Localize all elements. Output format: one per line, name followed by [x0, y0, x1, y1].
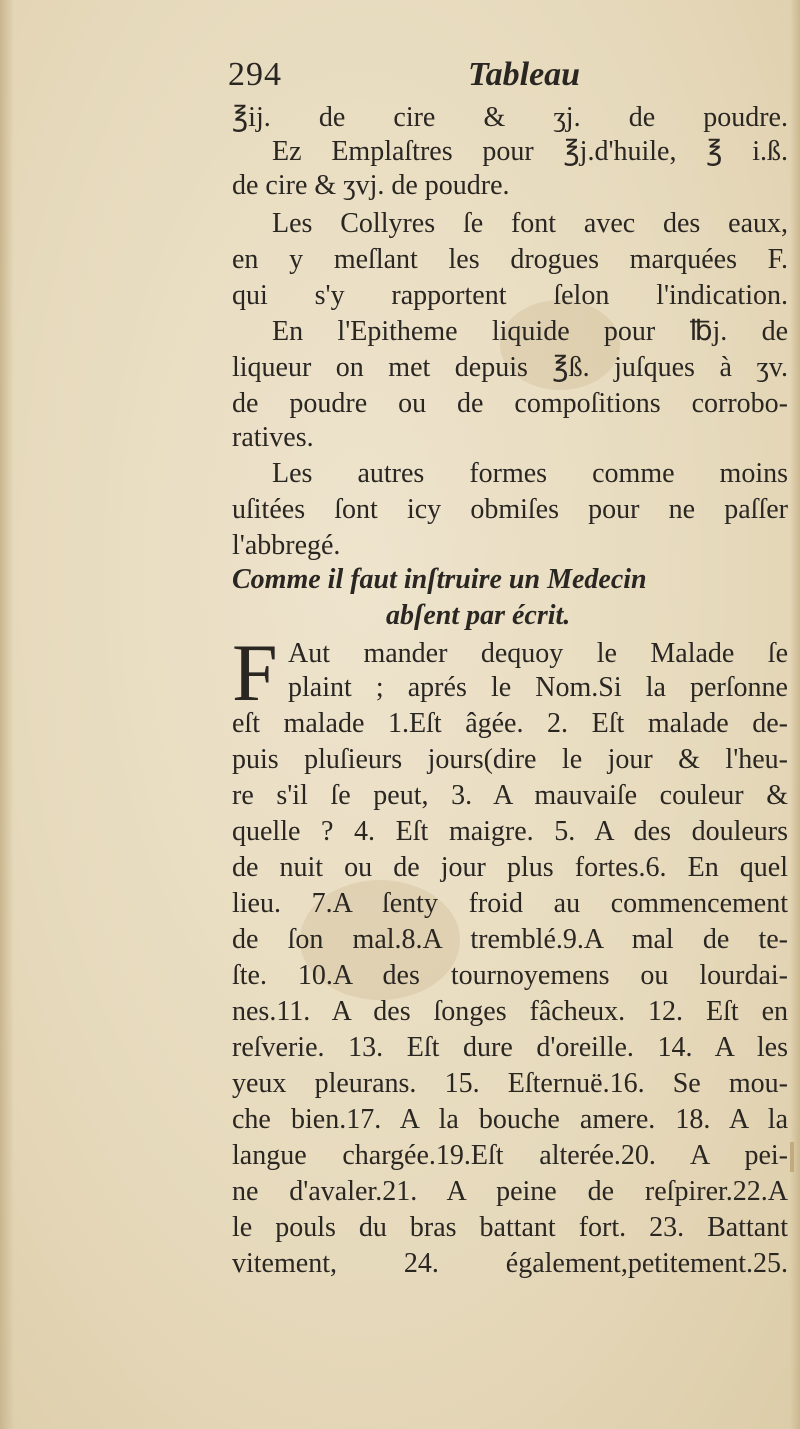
- text-line: reſverie. 13. Eſt dure d'oreille. 14. A les: [232, 1032, 788, 1063]
- text-line: de poudre ou de compoſitions corrobo-: [232, 388, 788, 419]
- text-line: ſte. 10.A des tournoyemens ou lourdai-: [232, 960, 788, 991]
- text-line: eſt malade 1.Eſt âgée. 2. Eſt malade de-: [232, 708, 788, 739]
- text-line: l'abbregé.: [232, 530, 341, 561]
- running-title: Tableau: [468, 56, 581, 93]
- page-number: 294: [228, 56, 282, 93]
- text-line: uſitées ſont icy obmiſes pour ne paſſer: [232, 494, 788, 525]
- page-edge-mark: [790, 1142, 794, 1172]
- text-line: ne d'avaler.21. A peine de reſpirer.22.A: [232, 1176, 788, 1207]
- section-heading-line-2: abſent par écrit.: [386, 600, 571, 631]
- text-line: che bien.17. A la bouche amere. 18. A la: [232, 1104, 788, 1135]
- text-line: yeux pleurans. 15. Eſternuë.16. Se mou-: [232, 1068, 788, 1099]
- text-line: plaint ; aprés le Nom.Si la perſonne: [288, 672, 788, 703]
- text-line: qui s'y rapportent ſelon l'indication.: [232, 280, 788, 311]
- text-line: Les Collyres ſe font avec des eaux,: [272, 208, 788, 239]
- text-line: ℥ij. de cire & ʒj. de poudre.: [232, 102, 788, 133]
- text-line: Les autres formes comme moins: [272, 458, 788, 489]
- text-line: de nuit ou de jour plus fortes.6. En quel: [232, 852, 788, 883]
- text-line: de ſon mal.8.A tremblé.9.A mal de te-: [232, 924, 788, 955]
- text-line: Aut mander dequoy le Malade ſe: [288, 638, 788, 669]
- text-line: en y meſlant les drogues marquées F.: [232, 244, 788, 275]
- text-line: Ez Emplaſtres pour ℥j.d'huile, ℥ i.ß.: [272, 136, 788, 167]
- text-line: En l'Epitheme liquide pour ℔j. de: [272, 316, 788, 347]
- text-line: liqueur on met depuis ℥ß. juſques à ʒv.: [232, 352, 788, 383]
- text-line: nes.11. A des ſonges fâcheux. 12. Eſt en: [232, 996, 788, 1027]
- text-line: puis pluſieurs jours(dire le jour & l'heu-: [232, 744, 788, 775]
- text-line: de cire & ʒvj. de poudre.: [232, 170, 510, 201]
- page-header: [228, 56, 788, 102]
- text-line: langue chargée.19.Eſt alterée.20. A pei-: [232, 1140, 788, 1171]
- text-line: ratives.: [232, 422, 314, 453]
- text-line: vitement, 24. également,petitement.25.: [232, 1248, 788, 1279]
- text-line: re s'il ſe peut, 3. A mauvaiſe couleur &: [232, 780, 788, 811]
- drop-cap: F: [232, 627, 278, 718]
- section-heading-line-1: Comme il faut inſtruire un Medecin: [232, 564, 647, 595]
- text-line: lieu. 7.A ſenty froid au commencement: [232, 888, 788, 919]
- page-gutter-shadow: [0, 0, 14, 1429]
- page-edge: [790, 0, 800, 1429]
- text-line: le pouls du bras battant fort. 23. Battant: [232, 1212, 788, 1243]
- text-line: quelle ? 4. Eſt maigre. 5. A des douleurs: [232, 816, 788, 847]
